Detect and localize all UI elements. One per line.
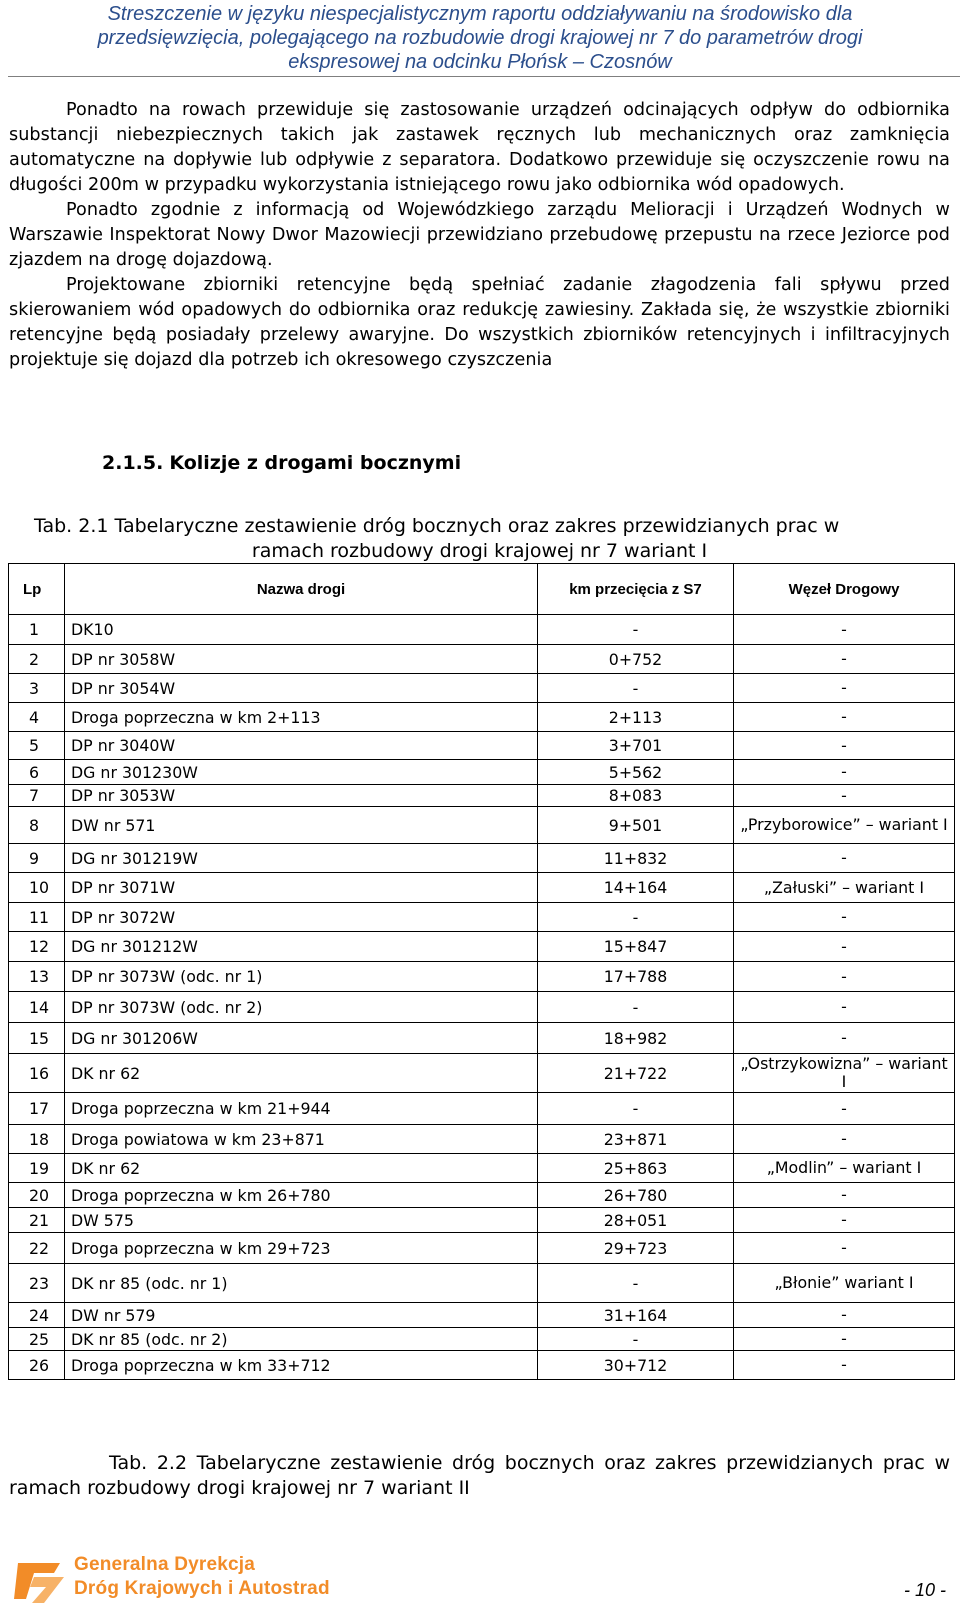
cell-junction: -: [734, 903, 955, 932]
paragraph-2: Ponadto zgodnie z informacją od Wojewódzkiego zarządu Melioracji i Urządzeń Wodnych w Warszawie Inspektorat Nowy Dwor Mazowiecji przewidziano przebudowę przepustu na rzece Jeziorce pod zjazdem na drogę dojazdową.: [9, 200, 950, 270]
column-header-junction: Węzeł Drogowy: [734, 564, 955, 615]
cell-junction: -: [734, 844, 955, 873]
logo-text-line-1: Generalna Dyrekcja: [74, 1554, 256, 1575]
cell-lp: 17: [9, 1093, 65, 1125]
table-row: [9, 1264, 955, 1303]
cell-lp: 12: [9, 932, 65, 962]
header-line-1: Streszczenie w języku niespecjalistycznym raportu oddziaływaniu na środowisko dla: [107, 3, 853, 25]
cell-road-name: DK nr 85 (odc. nr 1): [65, 1264, 538, 1303]
cell-junction: „Załuski” – wariant I: [734, 873, 955, 903]
cell-km: -: [538, 615, 734, 645]
section-title: Kolizje z drogami bocznymi: [169, 452, 462, 474]
table-row: [9, 760, 955, 785]
table-row: [9, 732, 955, 760]
cell-km: 3+701: [538, 732, 734, 760]
cell-junction: „Modlin” – wariant I: [734, 1154, 955, 1183]
cell-lp: 2: [9, 645, 65, 674]
table-row: [9, 932, 955, 962]
logo-emblem-icon: [14, 1553, 70, 1605]
cell-junction: -: [734, 760, 955, 785]
cell-km: 14+164: [538, 873, 734, 903]
table-1-caption-line-1: Tab. 2.1 Tabelaryczne zestawienie dróg bocznych oraz zakres przewidzianych prac w: [34, 515, 840, 537]
cell-road-name: DP nr 3072W: [65, 903, 538, 932]
cell-road-name: Droga poprzeczna w km 2+113: [65, 703, 538, 732]
cell-lp: 18: [9, 1125, 65, 1154]
cell-km: 11+832: [538, 844, 734, 873]
cell-lp: 21: [9, 1208, 65, 1233]
cell-km: 21+722: [538, 1054, 734, 1093]
cell-road-name: DP nr 3073W (odc. nr 2): [65, 992, 538, 1023]
cell-road-name: DG nr 301219W: [65, 844, 538, 873]
cell-road-name: DP nr 3073W (odc. nr 1): [65, 962, 538, 992]
column-header-km: km przecięcia z S7: [538, 564, 734, 615]
section-heading: [102, 450, 461, 476]
header-line-3: ekspresowej na odcinku Płońsk – Czosnów: [288, 51, 672, 73]
cell-lp: 6: [9, 760, 65, 785]
cell-junction: -: [734, 703, 955, 732]
cell-road-name: DK nr 62: [65, 1154, 538, 1183]
cell-junction: „Błonie” wariant I: [734, 1264, 955, 1303]
cell-junction: -: [734, 932, 955, 962]
cell-junction: -: [734, 1351, 955, 1380]
table-1-caption: [9, 514, 950, 564]
table-row: [9, 1208, 955, 1233]
cell-junction: -: [734, 785, 955, 807]
cell-km: 9+501: [538, 807, 734, 844]
cell-road-name: DW nr 579: [65, 1303, 538, 1328]
cell-junction: „Ostrzykowizna” – wariant I: [734, 1054, 955, 1093]
cell-junction: -: [734, 1328, 955, 1351]
table-row: [9, 807, 955, 844]
cell-km: 18+982: [538, 1023, 734, 1054]
cell-junction: -: [734, 1183, 955, 1208]
cell-km: 23+871: [538, 1125, 734, 1154]
cell-road-name: DK nr 62: [65, 1054, 538, 1093]
cell-km: -: [538, 992, 734, 1023]
cell-road-name: DK10: [65, 615, 538, 645]
cell-road-name: DG nr 301212W: [65, 932, 538, 962]
cell-road-name: DP nr 3040W: [65, 732, 538, 760]
cell-road-name: DK nr 85 (odc. nr 2): [65, 1328, 538, 1351]
cell-road-name: DG nr 301230W: [65, 760, 538, 785]
table-row: [9, 1125, 955, 1154]
cell-km: 0+752: [538, 645, 734, 674]
cell-km: 15+847: [538, 932, 734, 962]
cell-junction: „Przyborowice” – wariant I: [734, 807, 955, 844]
table-1-caption-line-2: ramach rozbudowy drogi krajowej nr 7 wariant I: [251, 540, 708, 562]
table-row: [9, 1328, 955, 1351]
cell-lp: 19: [9, 1154, 65, 1183]
column-header-road-name: Nazwa drogi: [65, 564, 538, 615]
cell-km: 5+562: [538, 760, 734, 785]
table-row: [9, 992, 955, 1023]
cell-lp: 3: [9, 674, 65, 703]
table-row: [9, 674, 955, 703]
cell-road-name: DG nr 301206W: [65, 1023, 538, 1054]
cell-junction: -: [734, 1233, 955, 1264]
cell-km: -: [538, 903, 734, 932]
logo-text-line-2: Dróg Krajowych i Autostrad: [74, 1578, 330, 1599]
cell-km: 8+083: [538, 785, 734, 807]
cell-junction: -: [734, 962, 955, 992]
cell-junction: -: [734, 674, 955, 703]
table-body: [9, 615, 955, 1380]
cell-lp: 24: [9, 1303, 65, 1328]
table-row: [9, 615, 955, 645]
cell-junction: -: [734, 1093, 955, 1125]
cell-lp: 15: [9, 1023, 65, 1054]
table-row: [9, 785, 955, 807]
side-roads-table: [8, 563, 955, 1380]
cell-junction: -: [734, 1125, 955, 1154]
cell-km: -: [538, 674, 734, 703]
cell-km: 28+051: [538, 1208, 734, 1233]
table-row: [9, 645, 955, 674]
paragraph-3: Projektowane zbiorniki retencyjne będą spełniać zadanie złagodzenia fali spływu przed skierowaniem wód opadowych do odbiornika oraz redukcję zawiesiny. Zakłada się, że wszystkie zbiorniki retencyjne będą posiadały przelewy awaryjne. Do wszystkich zbiorników retencyjnych i infiltracyjnych projektuje się dojazd dla potrzeb ich okresowego czyszczenia: [9, 275, 950, 370]
cell-road-name: Droga poprzeczna w km 33+712: [65, 1351, 538, 1380]
table-row: [9, 1093, 955, 1125]
cell-road-name: DP nr 3058W: [65, 645, 538, 674]
table-2-caption-line-1: Tab. 2.2 Tabelaryczne zestawienie dróg bocznych oraz zakres przewidzianych: [109, 1452, 874, 1474]
table-row: [9, 1233, 955, 1264]
cell-lp: 14: [9, 992, 65, 1023]
cell-junction: -: [734, 1303, 955, 1328]
paragraph-1: Ponadto na rowach przewiduje się zastosowanie urządzeń odcinających odpływ do odbiornika substancji niebezpiecznych takich jak zastawek ręcznych lub mechanicznych oraz zamknięcia automatyczne na dopływie lub odpływie z separatora. Dodatkowo przewiduje się oczyszczenie rowu na długości 200m w przypadku wykorzystania istniejącego rowu jako odbiornika wód opadowych.: [9, 100, 950, 195]
cell-km: 2+113: [538, 703, 734, 732]
cell-lp: 7: [9, 785, 65, 807]
cell-lp: 20: [9, 1183, 65, 1208]
cell-junction: -: [734, 1208, 955, 1233]
table-row: [9, 873, 955, 903]
table-row: [9, 703, 955, 732]
table-row: [9, 1183, 955, 1208]
cell-road-name: DW 575: [65, 1208, 538, 1233]
cell-lp: 11: [9, 903, 65, 932]
table-row: [9, 1351, 955, 1380]
cell-road-name: DP nr 3053W: [65, 785, 538, 807]
table-row: [9, 1054, 955, 1093]
cell-km: 31+164: [538, 1303, 734, 1328]
cell-lp: 9: [9, 844, 65, 873]
cell-lp: 13: [9, 962, 65, 992]
cell-km: -: [538, 1093, 734, 1125]
table-row: [9, 1023, 955, 1054]
cell-km: 30+712: [538, 1351, 734, 1380]
table-row: [9, 1154, 955, 1183]
document-header: [0, 0, 960, 74]
cell-lp: 23: [9, 1264, 65, 1303]
cell-junction: -: [734, 615, 955, 645]
cell-km: 29+723: [538, 1233, 734, 1264]
gddkia-logo: [14, 1553, 344, 1605]
cell-lp: 25: [9, 1328, 65, 1351]
cell-lp: 22: [9, 1233, 65, 1264]
body-text: [9, 98, 950, 373]
cell-road-name: Droga poprzeczna w km 29+723: [65, 1233, 538, 1264]
cell-road-name: Droga poprzeczna w km 21+944: [65, 1093, 538, 1125]
header-divider: [8, 76, 960, 77]
table-row: [9, 1303, 955, 1328]
cell-lp: 4: [9, 703, 65, 732]
cell-lp: 10: [9, 873, 65, 903]
cell-junction: -: [734, 645, 955, 674]
cell-road-name: DP nr 3071W: [65, 873, 538, 903]
cell-km: -: [538, 1264, 734, 1303]
page-number: - 10 -: [903, 1580, 946, 1600]
cell-junction: -: [734, 1023, 955, 1054]
header-line-2: przedsięwzięcia, polegającego na rozbudowie drogi krajowej nr 7 do parametrów drogi: [97, 27, 863, 49]
cell-lp: 8: [9, 807, 65, 844]
cell-km: 17+788: [538, 962, 734, 992]
table-row: [9, 844, 955, 873]
table-row: [9, 903, 955, 932]
cell-km: 26+780: [538, 1183, 734, 1208]
cell-lp: 1: [9, 615, 65, 645]
cell-junction: -: [734, 732, 955, 760]
cell-road-name: Droga poprzeczna w km 26+780: [65, 1183, 538, 1208]
table-row: [9, 962, 955, 992]
column-header-lp: Lp: [9, 564, 65, 615]
cell-km: 25+863: [538, 1154, 734, 1183]
cell-road-name: DW nr 571: [65, 807, 538, 844]
section-number: 2.1.5.: [102, 452, 164, 474]
cell-junction: -: [734, 992, 955, 1023]
cell-lp: 5: [9, 732, 65, 760]
table-header-row: [9, 564, 955, 615]
table-2-caption-line-2: prac w ramach rozbudowy drogi krajowej nr 7 wariant II: [9, 1452, 950, 1499]
cell-road-name: Droga powiatowa w km 23+871: [65, 1125, 538, 1154]
logo-text: [74, 1553, 330, 1601]
cell-lp: 26: [9, 1351, 65, 1380]
table-2-caption: [9, 1451, 950, 1501]
cell-km: -: [538, 1328, 734, 1351]
cell-road-name: DP nr 3054W: [65, 674, 538, 703]
cell-lp: 16: [9, 1054, 65, 1093]
